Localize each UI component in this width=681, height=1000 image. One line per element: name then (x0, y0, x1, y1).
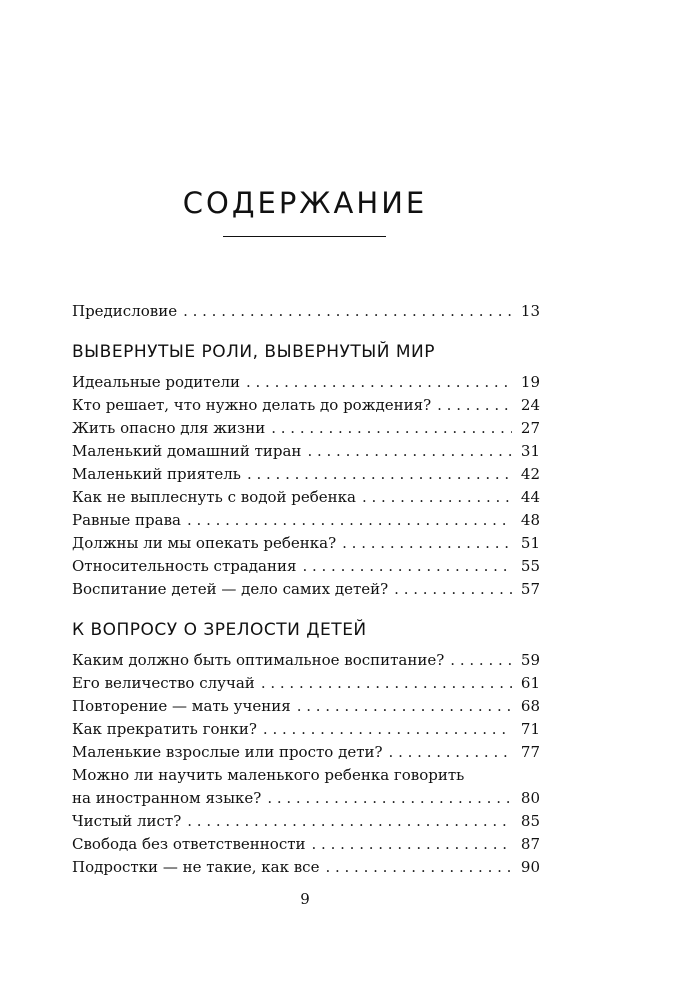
title-divider (223, 236, 386, 237)
toc-entry-text: Маленький домашний тиран (72, 442, 302, 460)
toc-entry[interactable] (72, 394, 540, 417)
toc-entry-preface[interactable] (72, 300, 540, 323)
toc-entry[interactable] (72, 440, 540, 463)
toc-entry-text: Жить опасно для жизни (72, 419, 266, 437)
toc-entry[interactable] (72, 741, 540, 764)
section-heading-2: К ВОПРОСУ О ЗРЕЛОСТИ ДЕТЕЙ (72, 620, 367, 640)
dot-leader (325, 856, 512, 879)
toc-entry[interactable] (72, 371, 540, 394)
toc-entry-text: Относительность страдания (72, 557, 297, 575)
toc-entry-text: Как прекратить гонки? (72, 720, 257, 738)
dot-leader (437, 394, 512, 417)
toc-entry-text: Маленький приятель (72, 465, 241, 483)
table-of-contents (72, 300, 540, 879)
dot-leader (394, 578, 512, 601)
toc-entry-text: Повторение — мать учения (72, 697, 291, 715)
toc-entry-text: Свобода без ответственности (72, 835, 306, 853)
toc-entry-text: Должны ли мы опекать ребенка? (72, 534, 337, 552)
dot-leader (246, 371, 512, 394)
toc-entry-page: 27 (520, 419, 540, 437)
dot-leader (271, 417, 512, 440)
page-number: 9 (300, 890, 310, 908)
toc-entry[interactable] (72, 578, 540, 601)
toc-entry-page: 71 (520, 720, 540, 738)
toc-entry-text: Кто решает, что нужно делать до рождения? (72, 396, 432, 414)
toc-entry[interactable] (72, 833, 540, 856)
toc-entry-page: 77 (520, 743, 540, 761)
toc-entry[interactable] (72, 649, 540, 672)
toc-entry-page: 59 (520, 651, 540, 669)
dot-leader (183, 300, 512, 323)
toc-entry[interactable] (72, 417, 540, 440)
toc-entry-text: Предисловие (72, 302, 178, 320)
dot-leader (302, 555, 512, 578)
toc-entry[interactable] (72, 856, 540, 879)
section-heading-1: ВЫВЕРНУТЫЕ РОЛИ, ВЫВЕРНУТЫЙ МИР (72, 342, 436, 362)
toc-entry[interactable] (72, 486, 540, 509)
toc-entry-page: 31 (520, 442, 540, 460)
dot-leader (247, 463, 512, 486)
toc-entry-page: 87 (520, 835, 540, 853)
toc-entry-page: 68 (520, 697, 540, 715)
page-title: СОДЕРЖАНИЕ (182, 186, 428, 220)
toc-entry-page: 90 (520, 858, 540, 876)
toc-entry-page: 24 (520, 396, 540, 414)
dot-leader (261, 672, 512, 695)
toc-entry-page: 61 (520, 674, 540, 692)
dot-leader (297, 695, 512, 718)
toc-entry[interactable] (72, 787, 540, 810)
dot-leader (267, 787, 512, 810)
toc-entry-page: 80 (520, 789, 540, 807)
toc-entry-text: Его величество случай (72, 674, 255, 692)
toc-entry-page: 57 (520, 580, 540, 598)
toc-entry-text: Подростки — не такие, как все (72, 858, 320, 876)
toc-entry-page: 42 (520, 465, 540, 483)
dot-leader (312, 833, 512, 856)
toc-entry[interactable] (72, 532, 540, 555)
toc-entry-text: Маленькие взрослые или просто дети? (72, 743, 383, 761)
toc-entry-text: на иностранном языке? (72, 789, 262, 807)
toc-entry[interactable] (72, 509, 540, 532)
toc-entry-text-line1[interactable]: Можно ли научить маленького ребенка говорить (72, 766, 465, 784)
toc-entry-text: Воспитание детей — дело самих детей? (72, 580, 389, 598)
toc-entry-text: Каким должно быть оптимальное воспитание? (72, 651, 445, 669)
toc-entry[interactable] (72, 463, 540, 486)
toc-entry-text: Как не выплеснуть с водой ребенка (72, 488, 356, 506)
toc-entry-page: 44 (520, 488, 540, 506)
toc-entry-text: Идеальные родители (72, 373, 240, 391)
dot-leader (389, 741, 512, 764)
toc-entry[interactable] (72, 695, 540, 718)
toc-entry-page: 51 (520, 534, 540, 552)
toc-entry-text: Чистый лист? (72, 812, 182, 830)
toc-entry-page: 55 (520, 557, 540, 575)
dot-leader (362, 486, 512, 509)
toc-entry-page: 19 (520, 373, 540, 391)
toc-entry[interactable] (72, 810, 540, 833)
toc-entry-page: 13 (520, 302, 540, 320)
toc-entry[interactable] (72, 718, 540, 741)
dot-leader (187, 810, 512, 833)
dot-leader (187, 509, 512, 532)
dot-leader (342, 532, 512, 555)
dot-leader (263, 718, 512, 741)
toc-entry[interactable] (72, 672, 540, 695)
dot-leader (450, 649, 512, 672)
toc-entry-page: 85 (520, 812, 540, 830)
toc-entry-text: Равные права (72, 511, 181, 529)
toc-entry[interactable] (72, 555, 540, 578)
dot-leader (307, 440, 512, 463)
toc-entry-page: 48 (520, 511, 540, 529)
